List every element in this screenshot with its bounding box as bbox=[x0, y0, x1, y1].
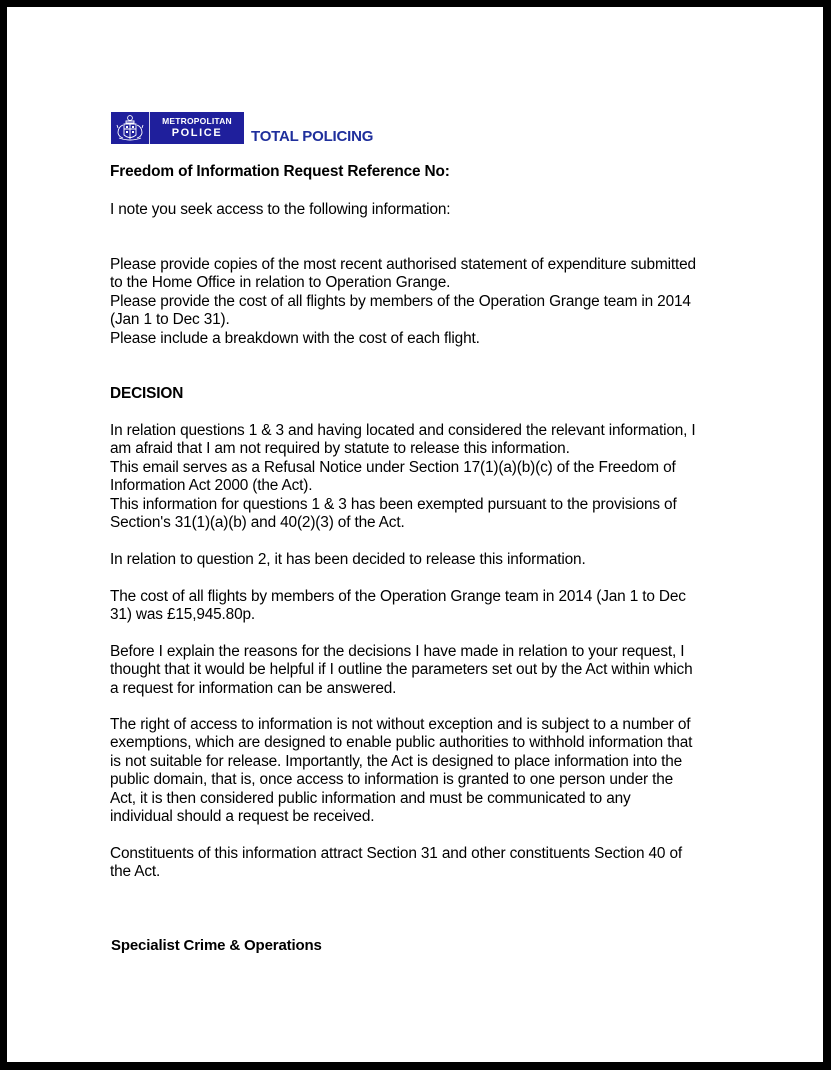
logo-line-metropolitan: METROPOLITAN bbox=[162, 115, 232, 126]
decision-line: In relation questions 1 & 3 and having located and considered the relevant information, I bbox=[110, 422, 696, 439]
request-line: Please provide copies of the most recent authorised statement of expenditure submitted bbox=[110, 256, 696, 273]
total-policing-tagline: TOTAL POLICING bbox=[251, 128, 374, 145]
constituents-paragraph bbox=[110, 845, 682, 882]
right-line: The right of access to information is not without exception and is subject to a number of bbox=[110, 716, 691, 733]
right-line: public domain, that is, once access to information is granted to one person under the bbox=[110, 771, 674, 789]
decision-line: Section's 31(1)(a)(b) and 40(2)(3) of the Act. bbox=[110, 514, 405, 532]
decision-paragraph bbox=[110, 422, 696, 532]
request-line: Please include a breakdown with the cost of each flight. bbox=[110, 329, 480, 347]
met-police-logo bbox=[111, 112, 244, 144]
right-of-access-paragraph bbox=[110, 716, 692, 826]
cost-line: 31) was £15,945.80p. bbox=[110, 606, 256, 624]
explain-line: thought that it would be helpful if I outline the parameters set out by the Act within which bbox=[110, 661, 693, 679]
decision-heading: DECISION bbox=[110, 385, 184, 402]
question2-line: In relation to question 2, it has been decided to release this information. bbox=[110, 551, 586, 568]
question2-paragraph bbox=[110, 551, 586, 569]
cost-line: The cost of all flights by members of the Operation Grange team in 2014 (Jan 1 to Dec bbox=[110, 588, 686, 605]
met-logo-text bbox=[150, 112, 244, 144]
request-line: to the Home Office in relation to Operation Grange. bbox=[110, 274, 451, 292]
constituents-line: the Act. bbox=[110, 863, 161, 881]
explain-line: a request for information can be answered. bbox=[110, 679, 397, 697]
cost-paragraph bbox=[110, 588, 686, 625]
right-line: Act, it is then considered public information and must be communicated to any bbox=[110, 789, 631, 807]
crest-icon bbox=[111, 112, 150, 144]
intro-text: I note you seek access to the following information: bbox=[110, 201, 451, 218]
right-line: exemptions, which are designed to enable public authorities to withhold information that bbox=[110, 734, 693, 752]
constituents-line: Constituents of this information attract Section 31 and other constituents Section 40 of bbox=[110, 845, 682, 862]
explain-paragraph bbox=[110, 643, 693, 698]
decision-line: This email serves as a Refusal Notice under Section 17(1)(a)(b)(c) of the Freedom of bbox=[110, 458, 676, 476]
decision-line: am afraid that I am not required by statute to release this information. bbox=[110, 440, 570, 458]
request-paragraph bbox=[110, 256, 696, 348]
request-line: Please provide the cost of all flights by members of the Operation Grange team in 2014 bbox=[110, 292, 691, 310]
right-line: individual should a request be received. bbox=[110, 808, 375, 826]
decision-line: Information Act 2000 (the Act). bbox=[110, 477, 313, 495]
explain-line: Before I explain the reasons for the decisions I have made in relation to your request, I bbox=[110, 643, 685, 660]
request-line: (Jan 1 to Dec 31). bbox=[110, 311, 230, 329]
right-line: is not suitable for release. Importantly, the Act is designed to place information into the bbox=[110, 752, 683, 770]
decision-line: This information for questions 1 & 3 has been exempted pursuant to the provisions of bbox=[110, 495, 677, 513]
reference-title: Freedom of Information Request Reference No: bbox=[110, 163, 450, 180]
signoff-department: Specialist Crime & Operations bbox=[111, 937, 322, 954]
logo-line-police: POLICE bbox=[171, 127, 223, 140]
letterhead bbox=[111, 111, 373, 144]
